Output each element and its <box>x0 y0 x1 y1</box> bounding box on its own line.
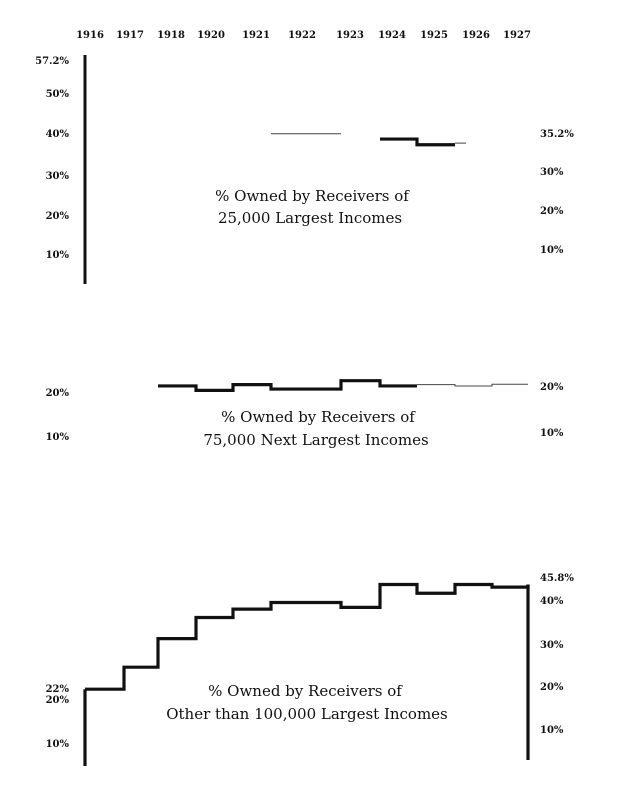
middle-panel-title-line1: % Owned by Receivers of <box>221 408 415 426</box>
top-left-tick: 50% <box>45 89 69 100</box>
top-right-tick: 20% <box>540 206 564 217</box>
bottom-panel-title-line1: % Owned by Receivers of <box>208 682 402 700</box>
top-panel-title-line1: % Owned by Receivers of <box>215 187 409 205</box>
top-left-tick: 20% <box>45 211 69 222</box>
year-label: 1916 <box>76 30 104 41</box>
middle-right-tick: 20% <box>540 382 564 393</box>
top-series-group <box>271 134 466 145</box>
bottom-right-tick: 40% <box>540 596 564 607</box>
bottom-left-tick: 10% <box>45 739 69 750</box>
bottom-series-group <box>85 584 528 766</box>
panel-middle <box>46 381 564 449</box>
year-label: 1918 <box>157 30 185 41</box>
middle-left-tick: 10% <box>45 432 69 443</box>
middle-series-group <box>158 381 528 391</box>
year-label: 1922 <box>288 30 316 41</box>
bottom-right-tick: 30% <box>540 640 564 651</box>
bottom-left-tick: 20% <box>45 695 69 706</box>
bottom-series-line <box>85 584 528 689</box>
year-label: 1920 <box>197 30 225 41</box>
panel-bottom <box>46 573 575 766</box>
middle-right-tick: 10% <box>540 428 564 439</box>
year-label: 1926 <box>462 30 490 41</box>
top-right-tick: 35.2% <box>540 129 574 140</box>
bottom-left-tick: 22% <box>45 684 69 695</box>
bottom-right-tick: 20% <box>540 682 564 693</box>
bottom-right-tick: 45.8% <box>540 573 574 584</box>
top-right-tick: 30% <box>540 167 564 178</box>
year-label: 1927 <box>503 30 531 41</box>
top-right-tick: 10% <box>540 245 564 256</box>
bottom-right-tick: 10% <box>540 725 564 736</box>
top-panel-title-line2: 25,000 Largest Incomes <box>217 209 403 227</box>
year-label: 1917 <box>116 30 144 41</box>
year-label: 1921 <box>242 30 270 41</box>
top-left-tick: 10% <box>45 250 69 261</box>
top-left-tick: 30% <box>45 171 69 182</box>
year-header <box>76 30 531 41</box>
panel-top <box>35 55 574 284</box>
bottom-panel-title-line2: Other than 100,000 Largest Incomes <box>166 705 448 723</box>
middle-panel-title-line2: 75,000 Next Largest Incomes <box>203 431 429 449</box>
middle-series-line <box>417 384 528 386</box>
middle-series-line <box>158 381 417 391</box>
top-left-tick: 57.2% <box>35 56 69 67</box>
top-left-tick: 40% <box>45 129 69 140</box>
year-label: 1924 <box>378 30 406 41</box>
top-series-line <box>380 139 455 145</box>
year-label: 1925 <box>420 30 448 41</box>
middle-left-tick: 20% <box>45 388 69 399</box>
year-label: 1923 <box>336 30 364 41</box>
